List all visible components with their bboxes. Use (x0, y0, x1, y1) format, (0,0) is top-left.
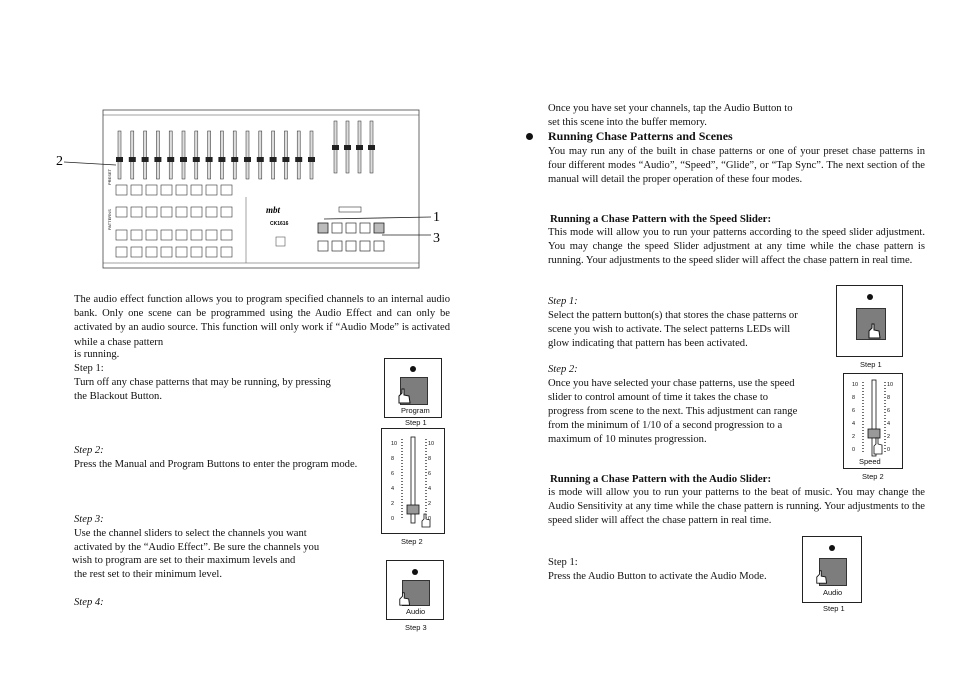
pointing-hand-icon (397, 387, 415, 405)
section-title: Running Chase Patterns and Scenes (548, 129, 733, 143)
speed-slider-figure (843, 373, 903, 469)
channel-fader (182, 131, 185, 179)
slider-scale-10-right: 10 (428, 441, 435, 447)
channel-fader-knob (193, 157, 200, 162)
left-step3-title: Step 3: (74, 514, 104, 525)
speed-button-label: Speed (859, 457, 881, 466)
channel-fader-knob (218, 157, 225, 162)
channel-fader (220, 131, 223, 179)
channel-slider-figure (381, 428, 445, 534)
audio-effect-intro-end: is running. (74, 349, 120, 360)
pointing-hand-icon (867, 322, 885, 340)
speed-scale-2-right: 2 (887, 434, 891, 440)
bank-button (161, 230, 172, 240)
svg-text:PRESET: PRESET (107, 168, 112, 185)
audio-step1-title: Step 1: (548, 557, 578, 568)
speed-slider-heading: Running a Chase Pattern with the Speed Slider: (550, 213, 772, 225)
speed-scale-4-left: 4 (852, 421, 856, 427)
channel-fader-knob (308, 157, 315, 162)
speed-scale-10-right: 10 (887, 382, 894, 388)
speed-step2-line2: slider to control amount of time it takes the chase to (548, 392, 769, 403)
pattern-figure-caption: Step 1 (860, 360, 882, 369)
device-model-label: CK1616 (270, 221, 289, 227)
bank-button (131, 185, 142, 195)
audio-effect-intro: The audio effect function allows you to program specified channels to an internal audio bank. Only one scene can be programmed using the Audio Effect and can only be activated by an audio source. This function will only work if “Audio Mode” is activated while a chase pattern (74, 294, 450, 348)
channel-fader-knob (129, 157, 136, 162)
bank-button (176, 230, 187, 240)
bank-button (221, 207, 232, 217)
slider-scale-6-right: 6 (428, 471, 432, 477)
bank-button (146, 247, 157, 257)
left-step4-title: Step 4: (74, 597, 104, 608)
speed-scale-0-left: 0 (852, 447, 856, 453)
slider-scale-10-left: 10 (391, 441, 398, 447)
channel-fader (259, 131, 262, 179)
bank-button (176, 207, 187, 217)
audio-button-label-left: Audio (406, 607, 426, 616)
speed-step2-line4: from the minimum of 1/10 of a second progression to a (548, 420, 783, 431)
speed-step2-line1: Once you have selected your chase patterns, use the speed (548, 378, 795, 389)
slider-scale-0-right: 0 (428, 516, 432, 522)
bank-button (176, 185, 187, 195)
channel-fader (156, 131, 159, 179)
program-button-label: Program (401, 406, 430, 415)
audio-button-figure-right (802, 536, 862, 603)
audio-button-figure-left (386, 560, 444, 620)
channel-fader (118, 131, 121, 179)
pointing-hand-icon (398, 591, 414, 607)
bank-button (161, 207, 172, 217)
bank-button (191, 247, 202, 257)
bank-button (131, 247, 142, 257)
bank-button (176, 247, 187, 257)
right-top-line2: set this scene into the buffer memory. (548, 117, 707, 128)
speed-step1-line3: glow indicating that pattern has been activated. (548, 338, 748, 349)
channel-fader-knob (116, 157, 123, 162)
audio-slider-heading: Running a Chase Pattern with the Audio Slider: (550, 473, 772, 485)
channel-fader-knob (142, 157, 149, 162)
audio-led-icon (412, 569, 418, 575)
bank-button (191, 185, 202, 195)
channel-fader (131, 131, 134, 179)
channel-fader (208, 131, 211, 179)
bank-button (116, 230, 127, 240)
master-fader-knob (344, 145, 351, 150)
bank-button (221, 230, 232, 240)
bank-button (191, 207, 202, 217)
slider-scale-6-left: 6 (391, 471, 395, 477)
controller-panel-illustration (56, 105, 446, 275)
bank-button (206, 247, 217, 257)
bank-button (206, 207, 217, 217)
channel-fader-knob (295, 157, 302, 162)
channel-fader-knob (244, 157, 251, 162)
program-figure-caption: Step 1 (405, 418, 427, 427)
speed-scale-8-right: 8 (887, 395, 891, 401)
slider-scale-4-right: 4 (428, 486, 432, 492)
speed-figure-caption: Step 2 (862, 472, 884, 481)
slider-scale-4-left: 4 (391, 486, 395, 492)
callout-3: 3 (433, 231, 440, 246)
speed-step1-line1: Select the pattern button(s) that stores the chase patterns or (548, 310, 798, 321)
speed-step2-title: Step 2: (548, 364, 578, 375)
channel-fader (233, 131, 236, 179)
audio-button-label-right: Audio (823, 588, 843, 597)
channel-fader (246, 131, 249, 179)
callout-2: 2 (56, 154, 63, 169)
bank-button (161, 247, 172, 257)
pointing-hand-icon (815, 569, 831, 585)
master-fader-knob (356, 145, 363, 150)
svg-text:PATTERNS: PATTERNS (107, 209, 112, 230)
master-fader-knob (332, 145, 339, 150)
audio-figure-caption-left: Step 3 (405, 623, 427, 632)
bank-button (206, 230, 217, 240)
slider-scale-2-right: 2 (428, 501, 432, 507)
channel-fader-knob (270, 157, 277, 162)
bank-button (161, 185, 172, 195)
left-step1-title: Step 1: (74, 363, 104, 374)
slider-figure-caption: Step 2 (401, 537, 423, 546)
left-step3-line4: the rest set to their minimum level. (74, 569, 222, 580)
left-step3-line3: wish to program are set to their maximum levels and (72, 555, 296, 566)
bank-button (191, 230, 202, 240)
bank-button (146, 207, 157, 217)
channel-fader-knob (282, 157, 289, 162)
channel-fader-knob (167, 157, 174, 162)
channel-fader (284, 131, 287, 179)
bank-button (116, 185, 127, 195)
speed-scale-10-left: 10 (852, 382, 859, 388)
channel-fader (195, 131, 198, 179)
pattern-led-icon (867, 294, 873, 300)
channel-fader (297, 131, 300, 179)
channel-fader (272, 131, 275, 179)
speed-scale-0-right: 0 (887, 447, 891, 453)
left-step3-line2: activated by the “Audio Effect”. Be sure the channels you (74, 542, 320, 553)
speed-scale-6-right: 6 (887, 408, 891, 414)
speed-scale-8-left: 8 (852, 395, 856, 401)
channel-fader (169, 131, 172, 179)
program-button-figure (384, 358, 442, 418)
channel-fader-knob (180, 157, 187, 162)
slider-scale-8-left: 8 (391, 456, 395, 462)
speed-slider-text: This mode will allow you to run your patterns according to the speed slider adjustment. You may change the speed Slider adjustment at any time while the chase pattern is running. Your adjustments to the speed slider will affect the chase pattern in real time. (548, 227, 925, 267)
svg-text:mbt: mbt (266, 205, 281, 215)
channel-fader-knob (231, 157, 238, 162)
speed-step1-title: Step 1: (548, 296, 578, 307)
speed-scale-2-left: 2 (852, 434, 856, 440)
left-step1-text: Turn off any chase patterns that may be running, by pressing the Blackout Button. (74, 377, 331, 403)
channel-fader-knob (257, 157, 264, 162)
speed-scale-6-left: 6 (852, 408, 856, 414)
audio-slider-text: is mode will allow you to run your patterns to the beat of music. You may change the Audio Sensitivity at any time while the chase pattern is running. Your adjustments to the speed slider will affect the chase pattern in real time. (548, 487, 925, 527)
audio-led-icon (829, 545, 835, 551)
speed-step2-line5: maximum of 10 minutes progression. (548, 434, 707, 445)
left-step3-line1: Use the channel sliders to select the channels you want (74, 528, 307, 539)
program-led-icon (410, 366, 416, 372)
speed-step2-line3: progress from scene to the next. This adjustment can range (548, 406, 798, 417)
slider-scale-0-left: 0 (391, 516, 395, 522)
bank-button (116, 207, 127, 217)
channel-fader-knob (206, 157, 213, 162)
channel-fader-knob (154, 157, 161, 162)
bullet-icon (526, 133, 533, 140)
bank-button (221, 247, 232, 257)
left-step2-title: Step 2: (74, 445, 104, 456)
bank-button (221, 185, 232, 195)
right-top-line1: Once you have set your channels, tap the Audio Button to (548, 103, 793, 114)
bank-button (116, 247, 127, 257)
bank-button (131, 230, 142, 240)
left-step2-text: Press the Manual and Program Buttons to enter the program mode. (74, 459, 358, 470)
speed-scale-4-right: 4 (887, 421, 891, 427)
speed-step1-line2: scene you wish to activate. The select patterns LEDs will (548, 324, 791, 335)
slider-scale-8-right: 8 (428, 456, 432, 462)
bank-button (146, 230, 157, 240)
section-text: You may run any of the built in chase patterns or one of your preset chase patterns in four different modes “Audio”, “Speed”, “Glide”, or “Tap Sync”. The next section of the manual will detail the proper operation of these four modes. (548, 146, 925, 186)
bank-button (206, 185, 217, 195)
bank-button (131, 207, 142, 217)
audio-figure-caption-right: Step 1 (823, 604, 845, 613)
slider-scale-2-left: 2 (391, 501, 395, 507)
channel-fader (310, 131, 313, 179)
bank-button (146, 185, 157, 195)
callout-1: 1 (433, 210, 440, 225)
audio-step1-text: Press the Audio Button to activate the Audio Mode. (548, 571, 767, 582)
pattern-button-figure (836, 285, 903, 357)
master-fader-knob (368, 145, 375, 150)
channel-fader (144, 131, 147, 179)
controller-panel-drawing (56, 105, 446, 275)
